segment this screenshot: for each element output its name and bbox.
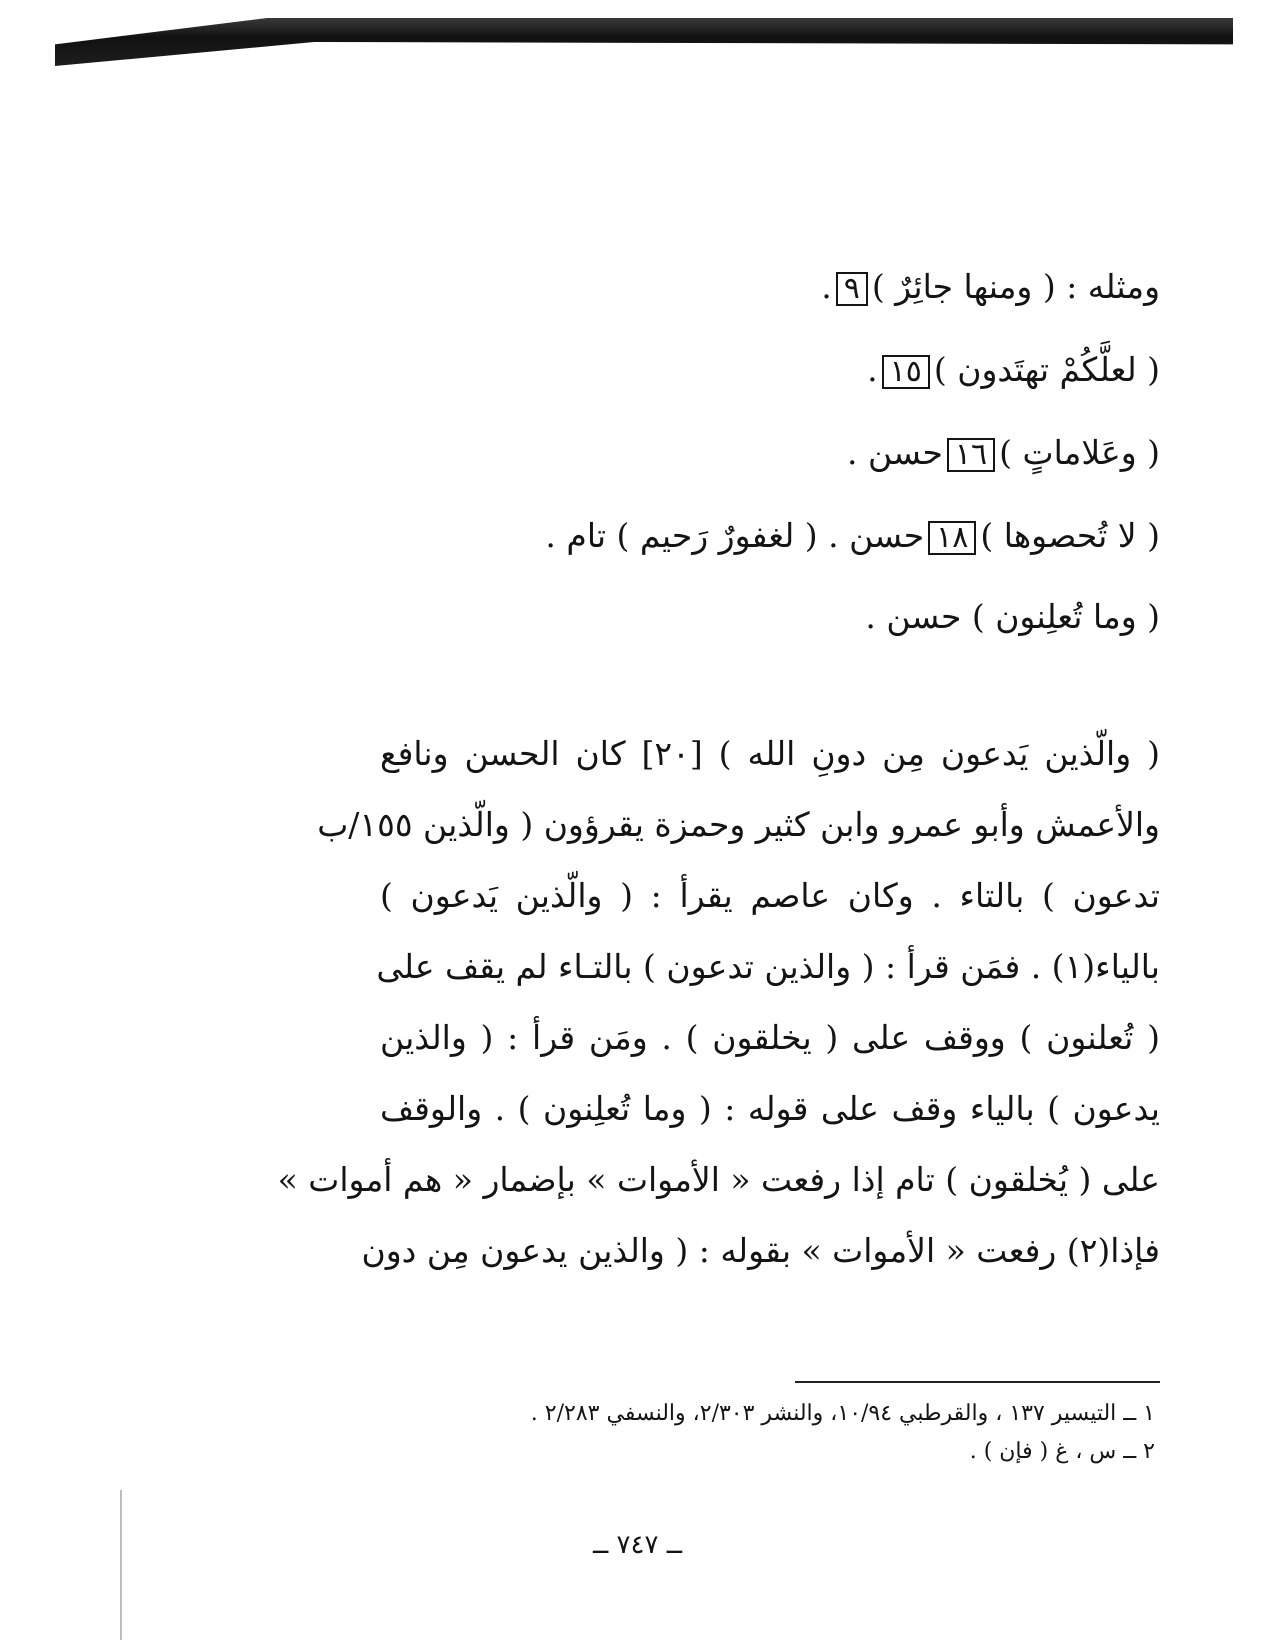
verse-text: ( وما تُعلِنون ) حسن . xyxy=(865,597,1160,636)
page-number: ــ ٧٤٧ ــ xyxy=(593,1530,682,1560)
footnote: ١ ــ التيسير ١٣٧ ، والقرطبي ١٠/٩٤، والنشر ٢/٣٠٣، والنسفي ٢/٢٨٣ . xyxy=(530,1401,1155,1426)
scan-edge xyxy=(55,18,1233,66)
paragraph-line: ( والّذين يَدعون مِن دونِ الله ) [٢٠] كان الحسن ونافع xyxy=(380,734,1160,773)
verse-line xyxy=(846,433,1160,472)
verse-text: ( لعلَّكُمْ تهتَدون ) xyxy=(933,350,1160,389)
footnotes xyxy=(531,1395,1155,1471)
verse-suffix: . xyxy=(867,350,878,389)
verse-suffix: حسن . ( لغفورٌ رَحيم ) تام . xyxy=(545,516,925,555)
footnote-divider xyxy=(795,1381,1160,1383)
verse-line xyxy=(821,267,1160,306)
verse-text: ( لا تُحصوها ) xyxy=(980,516,1160,555)
verse-text: ومثله : ( ومنها جائِرٌ ) xyxy=(871,267,1160,306)
verse-line xyxy=(865,597,1160,636)
verse-line xyxy=(545,516,1160,555)
verse-number: ١٨ xyxy=(928,521,976,555)
verse-number: ٩ xyxy=(836,272,868,306)
verse-suffix: حسن . xyxy=(846,433,943,472)
paragraph-line: فإذا(٢) رفعت « الأموات » بقوله : ( والذين يدعون مِن دون xyxy=(361,1231,1160,1270)
commentary-paragraph xyxy=(277,718,1160,1286)
verse-line xyxy=(867,350,1160,389)
verse-number: ١٦ xyxy=(947,438,995,472)
footnote: ٢ ــ س ، غ ( فإن ) . xyxy=(969,1439,1155,1464)
paragraph-line: على ( يُخلقون ) تام إذا رفعت « الأموات » بإضمار « هم أموات » xyxy=(277,1160,1160,1199)
paragraph-line: والأعمش وأبو عمرو وابن كثير وحمزة يقرؤون ( والّذين ١٥٥/ب xyxy=(317,805,1160,844)
verse-number: ١٥ xyxy=(882,355,930,389)
paragraph-line: تدعون ) بالتاء . وكان عاصم يقرأ : ( والّذين يَدعون ) xyxy=(380,876,1160,915)
scan-speck xyxy=(120,1490,122,1640)
paragraph-line: بالياء(١) . فمَن قرأ : ( والذين تدعون ) بالتـاء لم يقف على xyxy=(376,947,1160,986)
verse-suffix: . xyxy=(821,267,832,306)
paragraph-line: ( تُعلنون ) ووقف على ( يخلقون ) . ومَن قرأ : ( والذين xyxy=(380,1018,1160,1057)
verse-text: ( وعَلاماتٍ ) xyxy=(999,433,1160,472)
paragraph-line: يدعون ) بالياء وقف على قوله : ( وما تُعلِنون ) . والوقف xyxy=(380,1089,1160,1128)
